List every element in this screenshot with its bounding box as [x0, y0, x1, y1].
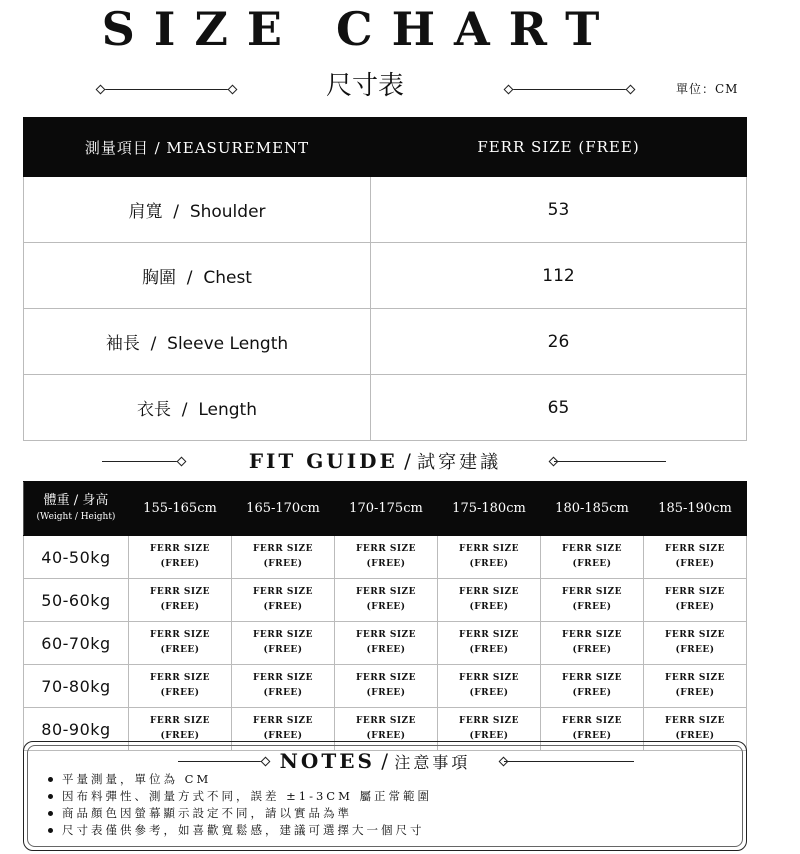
size-cell-line1: FERR SIZE: [562, 716, 622, 726]
measurement-label-en: Sleeve Length: [167, 334, 289, 354]
note-item: 商品顏色因螢幕顯示設定不同，請以實品為準: [48, 805, 432, 822]
size-cell-line2: (FREE): [469, 731, 509, 741]
size-cell-line2: (FREE): [469, 559, 509, 569]
size-cell-line2: (FREE): [160, 559, 200, 569]
size-cell: [335, 579, 438, 622]
note-item: 尺寸表僅供參考，如喜歡寬鬆感，建議可選擇大一個尺寸: [48, 822, 432, 839]
size-cell-line1: FERR SIZE: [150, 630, 210, 640]
size-cell: [232, 579, 335, 622]
size-cell-line1: FERR SIZE: [356, 587, 416, 597]
table-row: [24, 536, 747, 579]
size-cell-line1: FERR SIZE: [356, 630, 416, 640]
height-header: 180-185cm: [541, 482, 644, 536]
fit-guide-heading-en: FIT GUIDE: [248, 449, 398, 473]
weight-label: 60-70kg: [24, 622, 129, 665]
size-cell-line2: (FREE): [675, 731, 715, 741]
size-cell-line1: FERR SIZE: [253, 630, 313, 640]
size-cell: [541, 622, 644, 665]
ornament-line-right: [504, 761, 634, 762]
size-cell-line2: (FREE): [160, 602, 200, 612]
size-cell-line1: FERR SIZE: [253, 587, 313, 597]
weight-label: 40-50kg: [24, 536, 129, 579]
size-cell-line1: FERR SIZE: [459, 587, 519, 597]
size-cell: [438, 622, 541, 665]
size-cell: [129, 536, 232, 579]
table-row: [24, 177, 747, 243]
size-cell-line1: FERR SIZE: [665, 716, 725, 726]
size-cell-line2: (FREE): [263, 731, 303, 741]
ornament-line-left: [102, 461, 182, 462]
size-cell: [438, 536, 541, 579]
measurement-label-cn: 胸圍: [142, 268, 176, 288]
unit-label: 單位：CM: [676, 82, 739, 96]
measurement-table: [23, 117, 747, 441]
measurement-label: [24, 309, 371, 375]
measurement-label: [24, 243, 371, 309]
weight-label: 70-80kg: [24, 665, 129, 708]
size-cell-line2: (FREE): [263, 688, 303, 698]
measurement-value: 53: [371, 177, 747, 243]
size-cell-line1: FERR SIZE: [459, 673, 519, 683]
measurement-label-cn: 衣長: [137, 400, 171, 420]
size-cell-line1: FERR SIZE: [665, 673, 725, 683]
height-header: 170-175cm: [335, 482, 438, 536]
size-cell: [644, 622, 747, 665]
label-separator: /: [171, 400, 199, 420]
measurement-value: 112: [371, 243, 747, 309]
height-header: 185-190cm: [644, 482, 747, 536]
size-cell: [129, 622, 232, 665]
size-cell-line2: (FREE): [263, 645, 303, 655]
size-cell-line1: FERR SIZE: [150, 716, 210, 726]
size-cell-line1: FERR SIZE: [459, 716, 519, 726]
size-cell-line2: (FREE): [469, 602, 509, 612]
size-cell: [129, 665, 232, 708]
size-cell: [129, 579, 232, 622]
table-row: [24, 579, 747, 622]
measurement-label-en: Chest: [203, 268, 252, 288]
size-cell-line2: (FREE): [366, 731, 406, 741]
measurement-label: [24, 375, 371, 441]
fit-guide-table: [23, 481, 747, 751]
size-cell-line1: FERR SIZE: [150, 673, 210, 683]
measurement-value: 65: [371, 375, 747, 441]
notes-list: [48, 771, 432, 839]
corner-header-cn: 體重 / 身高: [43, 493, 109, 508]
subtitle: 尺寸表: [325, 71, 404, 101]
size-cell-line2: (FREE): [366, 645, 406, 655]
ornament-line-right: [554, 461, 666, 462]
size-cell: [438, 579, 541, 622]
label-separator: /: [162, 202, 190, 222]
size-cell-line1: FERR SIZE: [562, 544, 622, 554]
size-cell-line2: (FREE): [160, 688, 200, 698]
table-row: [24, 375, 747, 441]
fit-guide-heading-cn: 試穿建議: [417, 452, 502, 473]
size-cell-line2: (FREE): [263, 602, 303, 612]
weight-label: 80-90kg: [24, 708, 129, 751]
size-cell-line1: FERR SIZE: [356, 673, 416, 683]
size-cell-line2: (FREE): [366, 602, 406, 612]
ornament-diamond: [96, 85, 106, 95]
table-header-row: [24, 482, 747, 536]
size-cell: [644, 665, 747, 708]
size-cell-line2: (FREE): [366, 559, 406, 569]
size-cell: [644, 579, 747, 622]
notes-heading-cn: 注意事項: [394, 753, 471, 772]
measurement-label-cn: 袖長: [105, 334, 140, 354]
ornament-diamond: [626, 85, 636, 95]
measurement-label-en: Shoulder: [189, 202, 266, 222]
weight-label: 50-60kg: [24, 579, 129, 622]
fit-guide-heading: [230, 447, 520, 477]
size-cell-line2: (FREE): [469, 688, 509, 698]
corner-header: [24, 482, 129, 536]
size-cell: [541, 665, 644, 708]
size-cell: [541, 536, 644, 579]
size-cell-line2: (FREE): [366, 688, 406, 698]
size-cell: [232, 665, 335, 708]
size-cell: [335, 622, 438, 665]
size-cell-line1: FERR SIZE: [150, 544, 210, 554]
measurement-label: [24, 177, 371, 243]
size-cell-line2: (FREE): [572, 559, 612, 569]
size-cell-line2: (FREE): [160, 645, 200, 655]
size-cell-line2: (FREE): [675, 559, 715, 569]
size-cell: [232, 622, 335, 665]
size-cell-line2: (FREE): [572, 645, 612, 655]
measurement-label-en: Length: [198, 400, 257, 420]
size-cell-line1: FERR SIZE: [150, 587, 210, 597]
size-cell-line1: FERR SIZE: [253, 544, 313, 554]
size-cell-line2: (FREE): [675, 645, 715, 655]
size-cell-line1: FERR SIZE: [665, 544, 725, 554]
size-cell: [438, 665, 541, 708]
size-cell-line1: FERR SIZE: [253, 716, 313, 726]
size-cell-line1: FERR SIZE: [459, 544, 519, 554]
size-cell-line1: FERR SIZE: [459, 630, 519, 640]
size-cell-line2: (FREE): [572, 602, 612, 612]
note-item: 平量測量，單位為 CM: [48, 771, 432, 788]
ornament-line-left: [178, 761, 266, 762]
size-cell: [541, 579, 644, 622]
table-row: [24, 622, 747, 665]
size-cell-line2: (FREE): [263, 559, 303, 569]
size-cell-line1: FERR SIZE: [253, 673, 313, 683]
column-header: FERR SIZE (FREE): [371, 118, 747, 177]
size-cell-line1: FERR SIZE: [356, 544, 416, 554]
corner-header-en: (Weight / Height): [36, 512, 116, 522]
size-cell-line1: FERR SIZE: [665, 587, 725, 597]
page-title: SIZE CHART: [101, 2, 619, 56]
ornament-diamond: [177, 457, 187, 467]
ornament-line-left: [100, 89, 232, 90]
size-cell-line2: (FREE): [469, 645, 509, 655]
size-cell-line1: FERR SIZE: [665, 630, 725, 640]
size-cell-line2: (FREE): [160, 731, 200, 741]
note-item: 因布料彈性、測量方式不同，誤差 ±1-3CM 屬正常範圍: [48, 788, 432, 805]
table-row: [24, 243, 747, 309]
size-cell-line1: FERR SIZE: [562, 673, 622, 683]
size-cell-line1: FERR SIZE: [356, 716, 416, 726]
label-separator: /: [139, 334, 168, 354]
height-header: 165-170cm: [232, 482, 335, 536]
height-header: 155-165cm: [129, 482, 232, 536]
ornament-line-right: [508, 89, 630, 90]
size-cell-line2: (FREE): [572, 688, 612, 698]
table-row: [24, 309, 747, 375]
heading-separator: /: [381, 749, 395, 773]
size-cell: [335, 536, 438, 579]
ornament-diamond: [228, 85, 238, 95]
size-cell-line1: FERR SIZE: [562, 630, 622, 640]
size-cell-line2: (FREE): [675, 688, 715, 698]
table-header-row: [24, 118, 747, 177]
column-header: 測量項目 / MEASUREMENT: [24, 118, 371, 177]
heading-separator: /: [404, 449, 418, 473]
size-cell-line2: (FREE): [572, 731, 612, 741]
measurement-label-cn: 肩寬: [128, 202, 163, 222]
ornament-diamond: [504, 85, 514, 95]
size-cell: [644, 536, 747, 579]
size-cell: [232, 536, 335, 579]
height-header: 175-180cm: [438, 482, 541, 536]
size-cell-line1: FERR SIZE: [562, 587, 622, 597]
size-cell: [335, 665, 438, 708]
label-separator: /: [176, 268, 204, 288]
size-cell-line2: (FREE): [675, 602, 715, 612]
table-row: [24, 665, 747, 708]
notes-heading-en: NOTES: [279, 749, 375, 773]
measurement-value: 26: [371, 309, 747, 375]
